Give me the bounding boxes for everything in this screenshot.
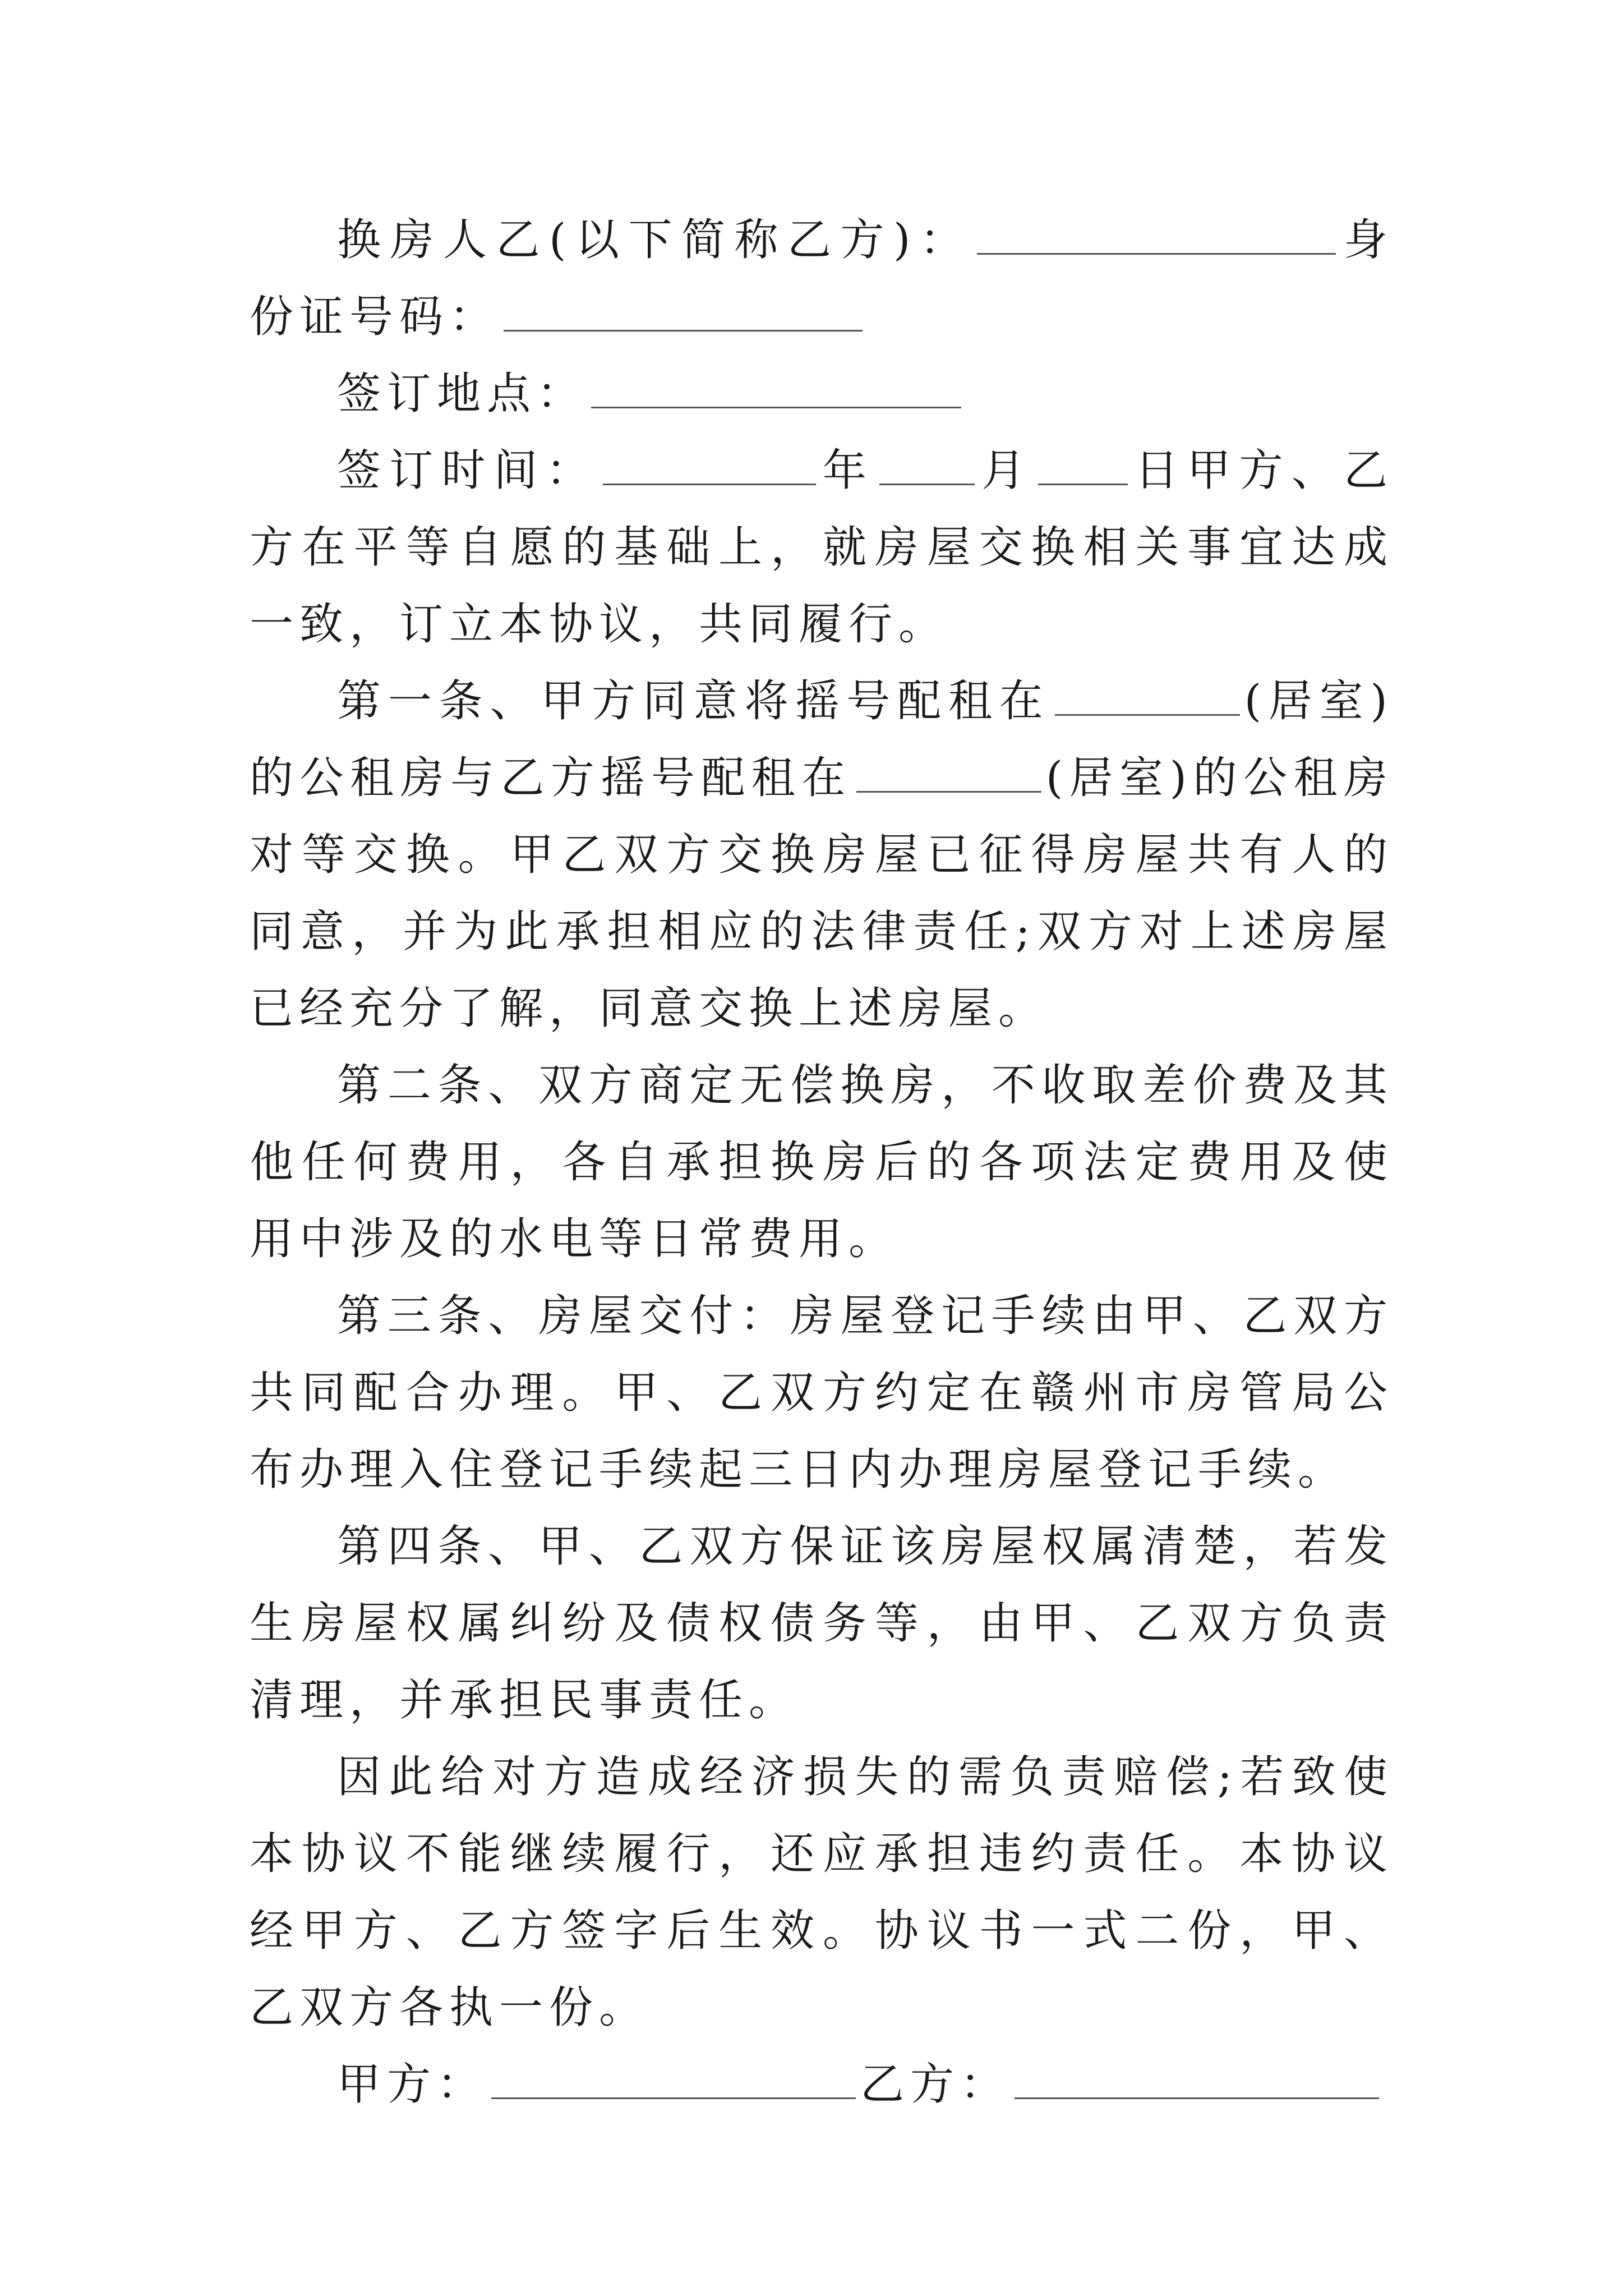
article-1	[250, 663, 1394, 1047]
article-1-part1: 第一条、甲方同意将摇号配租在	[337, 676, 1050, 726]
party-b-signature-blank[interactable]	[1015, 2064, 1379, 2099]
agreement-body	[250, 202, 1394, 2123]
liability-paragraph: 因此给对方造成经济损失的需负责赔偿;若致使本协议不能继续履行，还应承担违约责任。本协议经甲方、乙方签字后生效。协议书一式二份，甲、乙双方各执一份。	[250, 1752, 1394, 2033]
preamble-text: 甲方、乙方在平等自愿的基础上，就房屋交换相关事宜达成一致，订立本协议，共同履行。	[250, 445, 1394, 650]
signing-place-label: 签订地点：	[337, 369, 587, 419]
party-b-signature-label: 乙方：	[860, 2059, 1011, 2110]
article-2: 第二条、双方商定无偿换房，不收取差价费及其他任何费用，各自承担换房后的各项法定费用及使用中涉及的水电等日常费用。	[250, 1060, 1394, 1264]
party-b-label: 换房人乙(以下简称乙方)：	[337, 215, 973, 265]
day-blank[interactable]	[1038, 450, 1128, 485]
party-b-line	[250, 202, 1394, 356]
signature-line	[250, 2046, 1394, 2123]
article-1-part3: (居室)的公租房对等交换。甲乙双方交换房屋已征得房屋共有人的同意，并为此承担相应的法律责任;双方对上述房屋已经充分了解，同意交换上述房屋。	[250, 753, 1394, 1034]
id-number-label: 身份证号码：	[250, 215, 1394, 342]
signing-time-label: 签订时间：	[337, 445, 598, 496]
party-b-name-blank[interactable]	[977, 219, 1336, 255]
article-1-part2: (居室)的公租房与乙方摇号配租在	[250, 676, 1394, 803]
signing-place-blank[interactable]	[591, 373, 961, 408]
year-blank[interactable]	[603, 450, 816, 485]
signing-place-line	[250, 356, 1394, 432]
signing-time-paragraph	[250, 432, 1394, 663]
year-label: 年	[820, 445, 875, 496]
day-label: 日	[1132, 445, 1187, 496]
month-blank[interactable]	[879, 450, 975, 485]
party-a-signature-label: 甲方：	[337, 2059, 487, 2110]
party-a-room-blank[interactable]	[1055, 680, 1240, 716]
id-number-blank[interactable]	[504, 296, 863, 332]
article-3: 第三条、房屋交付：房屋登记手续由甲、乙双方共同配合办理。甲、乙双方约定在赣州市房管局公布办理入住登记手续起三日内办理房屋登记手续。	[250, 1291, 1394, 1495]
month-label: 月	[979, 445, 1034, 496]
article-4: 第四条、甲、乙双方保证该房屋权属清楚，若发生房屋权属纠纷及债权债务等，由甲、乙双方负责清理，并承担民事责任。	[250, 1521, 1394, 1726]
party-b-room-blank[interactable]	[856, 757, 1041, 793]
party-a-signature-blank[interactable]	[491, 2064, 856, 2099]
